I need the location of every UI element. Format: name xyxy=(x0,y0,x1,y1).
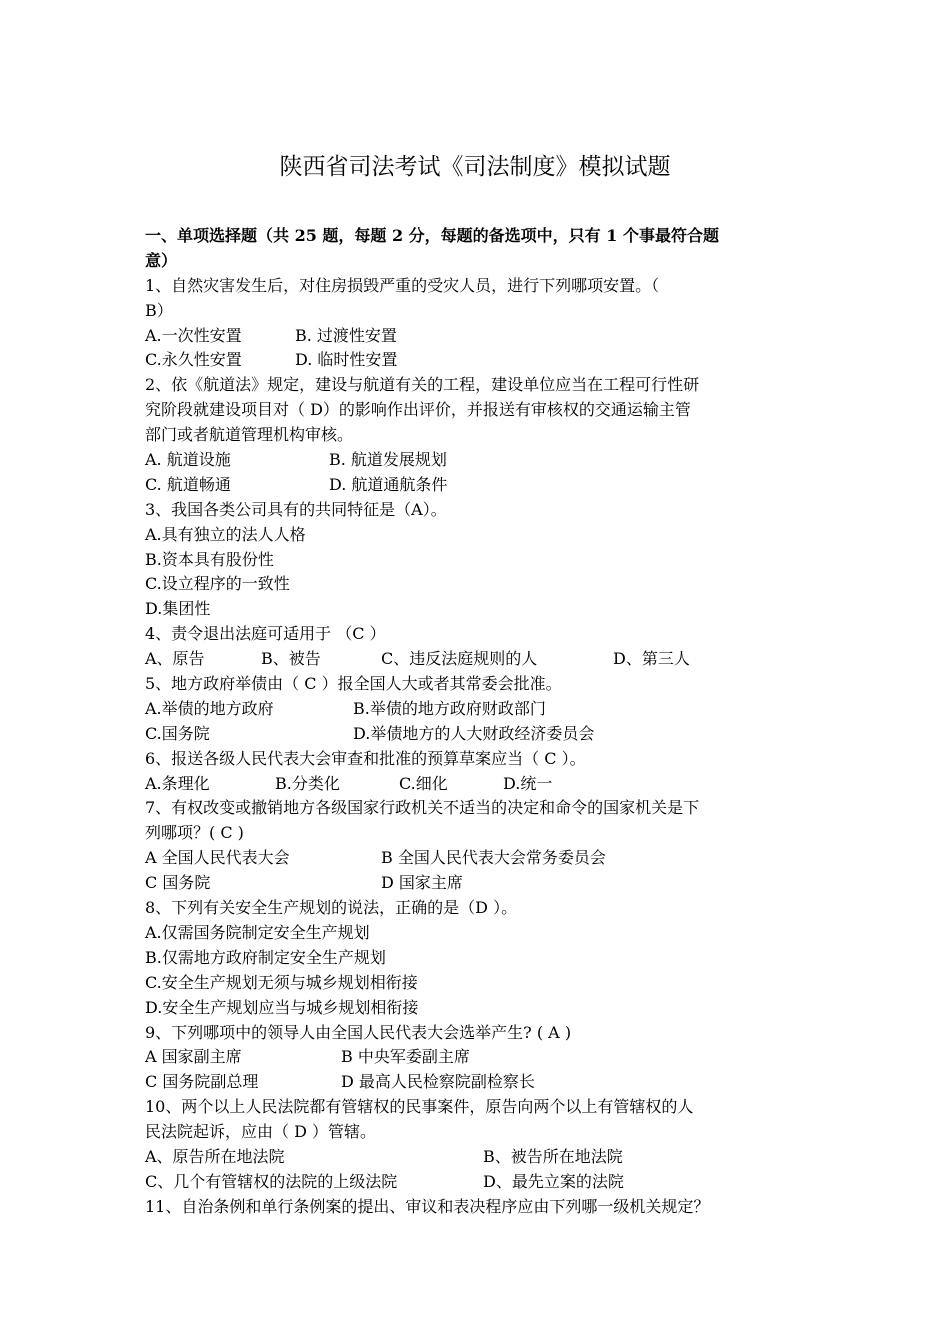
answer-option: B、被告所在地法院 xyxy=(483,1146,623,1166)
answer-option: D.举债地方的人大财政经济委员会 xyxy=(353,723,595,743)
answer-option: D、最先立案的法院 xyxy=(483,1171,624,1191)
option-row xyxy=(145,871,810,896)
question-3 xyxy=(145,498,810,622)
answer-option: A 国家副主席 xyxy=(145,1047,242,1067)
section-heading: 一、单项选择题（共 25 题，每题 2 分，每题的备选项中，只有 1 个事最符合题 xyxy=(145,226,719,245)
question-8 xyxy=(145,896,810,1020)
answer-option: D.安全生产规划应当与城乡规划相衔接 xyxy=(145,997,419,1017)
question-1 xyxy=(145,274,810,374)
option-row xyxy=(145,996,810,1021)
option-row xyxy=(145,921,810,946)
question-10 xyxy=(145,1095,810,1195)
option-row xyxy=(145,971,810,996)
answer-option: D. 临时性安置 xyxy=(295,350,398,370)
answer-option: A 全国人民代表大会 xyxy=(145,848,290,868)
option-row xyxy=(145,946,810,971)
answer-option: C.设立程序的一致性 xyxy=(145,574,290,594)
question-stem: 8、下列有关安全生产规划的说法，正确的是（D ）。 xyxy=(145,898,518,918)
question-stem: 3、我国各类公司具有的共同特征是（A）。 xyxy=(145,499,447,519)
option-row xyxy=(145,548,810,573)
answer-option: B.仅需地方政府制定安全生产规划 xyxy=(145,947,386,967)
answer-option: C.国务院 xyxy=(145,723,210,743)
question-11 xyxy=(145,1195,810,1220)
question-stem: 部门或者航道管理机构审核。 xyxy=(145,425,354,445)
question-stem: 7、有权改变或撤销地方各级国家行政机关不适当的决定和命令的国家机关是下 xyxy=(145,798,700,818)
question-stem: B） xyxy=(145,300,173,320)
answer-option: B. 航道发展规划 xyxy=(329,450,447,470)
answer-option: C、违反法庭规则的人 xyxy=(381,649,538,669)
answer-option: C. 航道畅通 xyxy=(145,474,231,494)
question-stem: 9、下列哪项中的领导人由全国人民代表大会选举产生? ( A ) xyxy=(145,1022,572,1042)
exam-content xyxy=(145,224,810,1220)
option-row xyxy=(145,1170,810,1195)
question-stem: 2、依《航道法》规定，建设与航道有关的工程，建设单位应当在工程可行性研 xyxy=(145,375,700,395)
answer-option: A、原告 xyxy=(145,649,205,669)
question-list xyxy=(145,274,810,1220)
answer-option: B 中央军委副主席 xyxy=(341,1047,470,1067)
option-row xyxy=(145,772,810,797)
option-row xyxy=(145,647,810,672)
answer-option: D、第三人 xyxy=(613,649,690,669)
question-stem: 5、地方政府举债由（ C ）报全国人大或者其常委会批准。 xyxy=(145,674,562,694)
question-7 xyxy=(145,796,810,896)
question-stem: 6、报送各级人民代表大会审查和批准的预算草案应当（ C ）。 xyxy=(145,748,586,768)
answer-option: D. 航道通航条件 xyxy=(329,474,448,494)
answer-option: C、几个有管辖权的法院的上级法院 xyxy=(145,1171,398,1191)
question-5 xyxy=(145,672,810,747)
answer-option: A.一次性安置 xyxy=(145,325,242,345)
option-row xyxy=(145,448,810,473)
answer-option: C 国务院副总理 xyxy=(145,1072,259,1092)
question-6 xyxy=(145,747,810,797)
answer-option: D 国家主席 xyxy=(381,873,463,893)
question-stem: 究阶段就建设项目对（ D）的影响作出评价，并报送有审核权的交通运输主管 xyxy=(145,400,691,420)
question-2 xyxy=(145,373,810,497)
option-row xyxy=(145,473,810,498)
answer-option: B.分类化 xyxy=(275,773,340,793)
answer-option: A.条理化 xyxy=(145,773,210,793)
answer-option: A、原告所在地法院 xyxy=(145,1146,285,1166)
question-9 xyxy=(145,1021,810,1096)
answer-option: D 最高人民检察院副检察长 xyxy=(341,1072,535,1092)
answer-option: B、被告 xyxy=(261,649,321,669)
answer-option: B.资本具有股份性 xyxy=(145,549,274,569)
answer-option: A.举债的地方政府 xyxy=(145,698,274,718)
answer-option: B. 过渡性安置 xyxy=(295,325,397,345)
answer-option: C.安全生产规划无须与城乡规划相衔接 xyxy=(145,972,418,992)
question-4 xyxy=(145,622,810,672)
option-row xyxy=(145,348,810,373)
answer-option: D.统一 xyxy=(503,773,553,793)
option-row xyxy=(145,846,810,871)
question-stem: 民法院起诉，应由（ D ）管辖。 xyxy=(145,1122,377,1142)
question-stem: 4、责令退出法庭可适用于 （C ） xyxy=(145,624,386,644)
option-row xyxy=(145,1145,810,1170)
question-stem: 1、自然灾害发生后，对住房损毁严重的受灾人员，进行下列哪项安置。（ xyxy=(145,275,660,295)
option-row xyxy=(145,697,810,722)
answer-option: C 国务院 xyxy=(145,873,211,893)
option-row xyxy=(145,1045,810,1070)
answer-option: B 全国人民代表大会常务委员会 xyxy=(381,848,606,868)
answer-option: A.具有独立的法人人格 xyxy=(145,524,306,544)
answer-option: D.集团性 xyxy=(145,599,211,619)
option-row xyxy=(145,572,810,597)
answer-option: A.仅需国务院制定安全生产规划 xyxy=(145,922,370,942)
question-stem: 10、两个以上人民法院都有管辖权的民事案件，原告向两个以上有管辖权的人 xyxy=(145,1097,694,1117)
answer-option: C.细化 xyxy=(399,773,448,793)
answer-option: C.永久性安置 xyxy=(145,350,242,370)
question-stem: 11、自治条例和单行条例案的提出、审议和表决程序应由下列哪一级机关规定？ xyxy=(145,1196,710,1216)
option-row xyxy=(145,597,810,622)
option-row xyxy=(145,722,810,747)
section-heading-continued: 意） xyxy=(145,250,178,270)
option-row xyxy=(145,523,810,548)
document-title: 陕西省司法考试《司法制度》模拟试题 xyxy=(279,154,671,180)
option-row xyxy=(145,1070,810,1095)
question-stem: 列哪项？( C ) xyxy=(145,823,244,843)
option-row xyxy=(145,324,810,349)
answer-option: B.举债的地方政府财政部门 xyxy=(353,698,546,718)
answer-option: A. 航道设施 xyxy=(145,450,231,470)
